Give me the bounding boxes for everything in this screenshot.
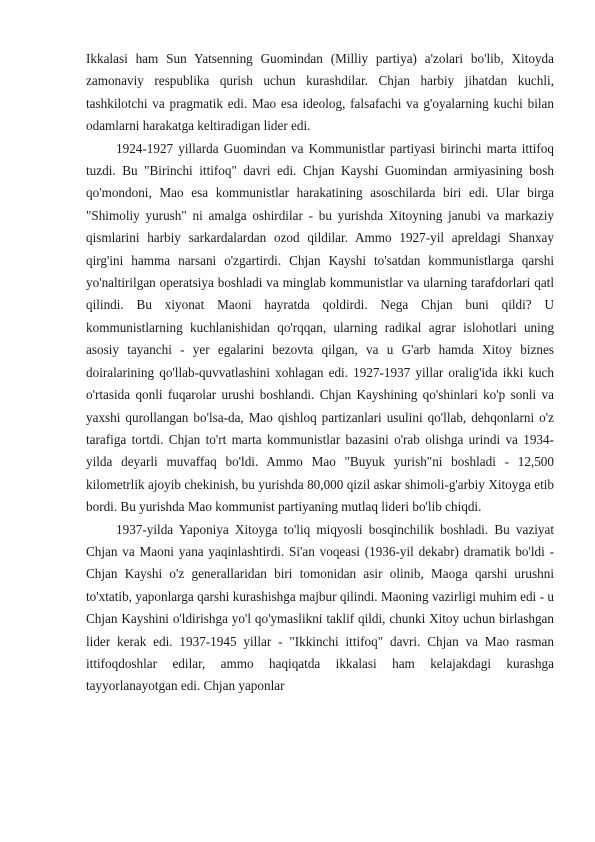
paragraph-continuation: Ikkalasi ham Sun Yatsenning Guomindan (Milliy partiya) a'zolari bo'lib, Xitoyda zamonaviy respublika qurish uchun kurashdilar. Chjan harbiy jihatdan kuchli, tashkilotchi va pragmatik edi. Mao esa ideolog, falsafachi va g'oyalarning kuchi bilan odamlarni harakatga keltiradigan lider edi.	[86, 51, 554, 134]
paragraph-first-alliance: 1924-1927 yillarda Guomindan va Kommunistlar partiyasi birinchi marta ittifoq tuzdi. Bu "Birinchi ittifoq" davri edi. Chjan Kayshi Guomindan armiyasining bosh qo'mondoni, Mao esa kommunistlar harakatining asoschilarda biri edi. Ular birga "Shimoliy yurush" ni amalga oshirdilar - bu yurishda Xitoyning janubi va markaziy qismlarini harbiy sarkardalardan ozod qildilar. Ammo 1927-yil apreldagi Shanxay qirg'ini hamma narsani o'zgartirdi. Chjan Kayshi to'satdan kommunistlarga qarshi yo'naltirilgan operatsiya boshladi va minglab kommunistlar va ularning tarafdorlari qatl qilindi. Bu xiyonat Maoni hayratda qoldirdi. Nega Chjan buni qildi? U kommunistlarning kuchlanishidan qo'rqqan, ularning radikal agrar islohotlari uning asosiy tayanchi - yer egalarini bezovta qilgan, va u G'arb hamda Xitoy biznes doiralarining qo'llab-quvvatlashini xohlagan edi. 1927-1937 yillar oralig'ida ikki kuch o'rtasida qonli fuqarolar urushi boshlandi. Chjan Kayshining qo'shinlari ko'p sonli va yaxshi qurollangan bo'lsa-da, Mao qishloq partizanlari usulini qo'llab, dehqonlarni o'z tarafiga tortdi. Chjan to'rt marta kommunistlar bazasini o'rab olishga urindi va 1934-yilda deyarli muvaffaq bo'ldi. Ammo Mao "Buyuk yurish"ni boshladi - 12,500 kilometrlik ajoyib chekinish, bu yurishda 80,000 qizil askar shimoli-g'arbiy Xitoyga etib bordi. Bu yurishda Mao kommunist partiyaning mutlaq lideri bo'lib chiqdi.	[86, 140, 554, 515]
document-page	[86, 48, 554, 698]
paragraph-japanese-invasion: 1937-yilda Yaponiya Xitoyga to'liq miqyosli bosqinchilik boshladi. Bu vaziyat Chjan va Maoni yana yaqinlashtirdi. Si'an voqeasi (1936-yil dekabr) dramatik bo'ldi - Chjan Kayshi o'z generallaridan biri tomonidan asir olinib, Maoga qarshi urushni to'xtatib, yaponlarga qarshi kurashishga majbur qilindi. Maoning vazirligi muhim edi - u Chjan Kayshini o'ldirishga yo'l qo'ymaslikni taklif qildi, chunki Xitoy uchun birlashgan lider kerak edi. 1937-1945 yillar - "Ikkinchi ittifoq" davri. Chjan va Mao rasman ittifoqdoshlar edilar, ammo haqiqatda ikkalasi ham kelajakdagi kurashga tayyorlanayotgan edi. Chjan yaponlar	[86, 521, 554, 694]
